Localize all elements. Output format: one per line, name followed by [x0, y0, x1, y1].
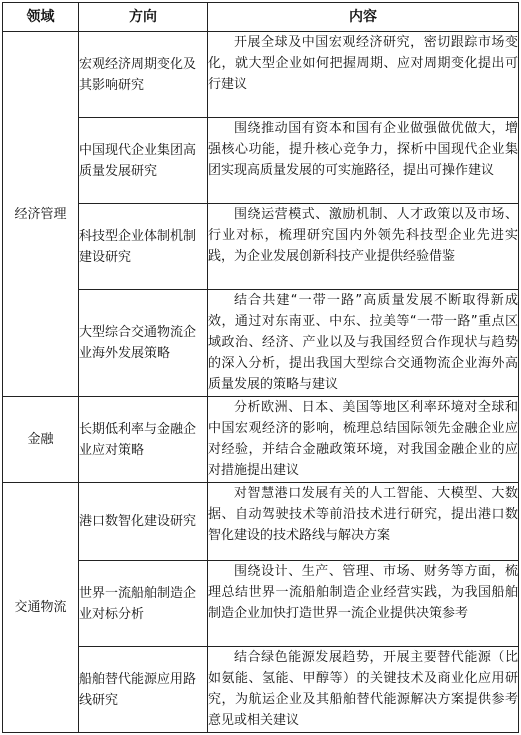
content-text: 结合共建“一带一路”高质量发展不断取得新成效，通过对东南亚、中东、拉美等“一带一路”重点区域政治、经济、产业以及与我国经贸合作现状与趋势的深入分析，提出我国大型综合交通物流企业海外高质量发展的策略与建议 [208, 293, 518, 392]
table-row [3, 561, 519, 647]
content-text: 对智慧港口发展有关的人工智能、大模型、大数据、自动驾驶技术等前沿技术进行研究，提出港口数智化建设的技术路线与解决方案 [208, 486, 518, 543]
content-text: 分析欧洲、日本、美国等地区利率环境对全球和中国宏观经济的影响，梳理总结国际领先金融企业应对经验，并结合金融政策环境，对我国金融企业的应对措施提出建议 [208, 400, 518, 478]
domain-cell: 经济管理 [3, 32, 79, 397]
content-cell [208, 397, 519, 483]
content-cell [208, 561, 519, 647]
domain-cell: 交通物流 [3, 483, 79, 733]
direction-cell: 港口数智化建设研究 [79, 483, 208, 561]
header-direction: 方向 [79, 3, 208, 32]
content-text: 开展全球及中国宏观经济研究，密切跟踪市场变化，就大型企业如何把握周期、应对周期变化提出可行建议 [208, 35, 518, 92]
table-row [3, 290, 519, 397]
table-row [3, 647, 519, 733]
direction-cell: 长期低利率与金融企业应对策略 [79, 397, 208, 483]
table-row [3, 483, 519, 561]
content-cell [208, 118, 519, 204]
content-cell [208, 290, 519, 397]
domain-cell: 金融 [3, 397, 79, 483]
content-cell [208, 32, 519, 118]
content-cell [208, 204, 519, 290]
direction-cell: 科技型企业体制机制建设研究 [79, 204, 208, 290]
content-text: 围绕设计、生产、管理、市场、财务等方面，梳理总结世界一流船舶制造企业经营实践，为我国船舶制造企业加快打造世界一流企业提供决策参考 [208, 564, 518, 621]
table-row [3, 32, 519, 118]
table-header-row [3, 3, 519, 32]
direction-cell: 宏观经济周期变化及其影响研究 [79, 32, 208, 118]
table-row [3, 204, 519, 290]
research-directions-table [2, 2, 519, 733]
table-row [3, 118, 519, 204]
content-text: 围绕推动国有资本和国有企业做强做优做大，增强核心功能，提升核心竞争力，探析中国现代企业集团实现高质量发展的可实施路径，提出可操作建议 [208, 121, 518, 178]
header-domain: 领域 [3, 3, 79, 32]
content-text: 结合绿色能源发展趋势，开展主要替代能源（比如氨能、氢能、甲醇等）的关键技术及商业化应用研究，为航运企业及其船舶替代能源解决方案提供参考意见或相关建议 [208, 650, 518, 728]
direction-cell: 船舶替代能源应用路线研究 [79, 647, 208, 733]
direction-cell: 大型综合交通物流企业海外发展策略 [79, 290, 208, 397]
content-text: 围绕运营模式、激励机制、人才政策以及市场、行业对标，梳理研究国内外领先科技型企业先进实践，为企业发展创新科技产业提供经验借鉴 [208, 207, 518, 264]
header-content: 内容 [208, 3, 519, 32]
direction-cell: 中国现代企业集团高质量发展研究 [79, 118, 208, 204]
content-cell [208, 483, 519, 561]
content-cell [208, 647, 519, 733]
table-row [3, 397, 519, 483]
direction-cell: 世界一流船舶制造企业对标分析 [79, 561, 208, 647]
